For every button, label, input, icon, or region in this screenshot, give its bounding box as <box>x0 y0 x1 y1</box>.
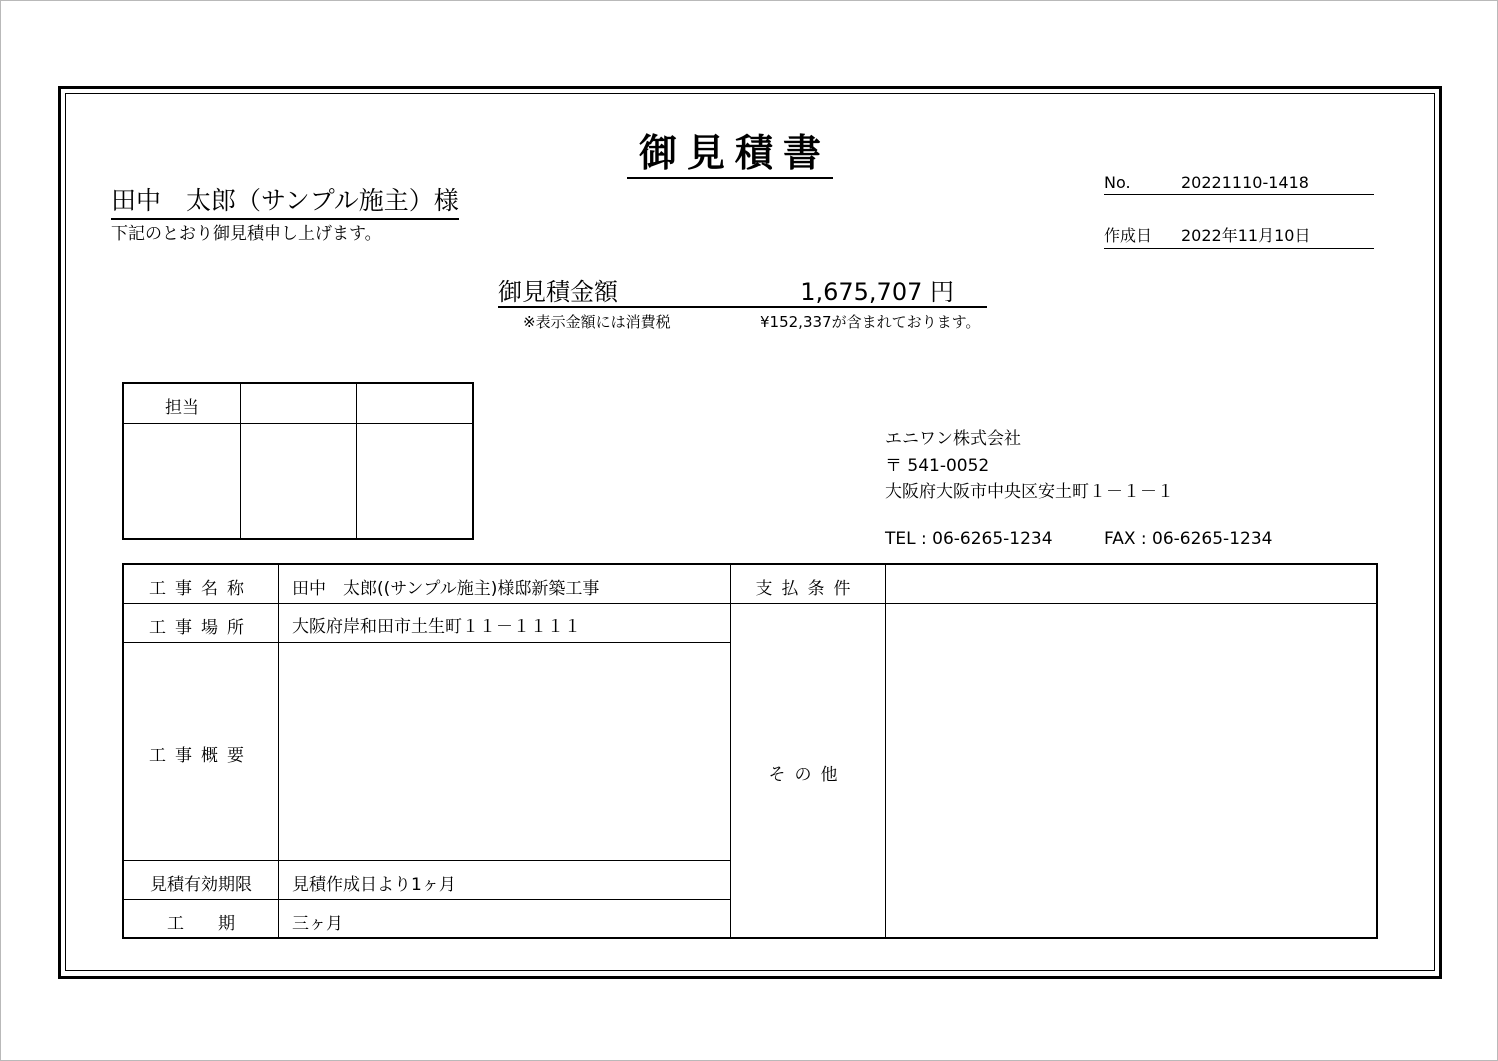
table-line <box>124 603 1376 604</box>
payment-terms-label: 支払条件 <box>755 579 860 599</box>
stamp-divider <box>240 384 241 538</box>
estimate-number-label: No. <box>1104 173 1131 192</box>
company-postal: 〒 541-0052 <box>885 456 990 476</box>
estimate-number-row <box>1104 173 1374 195</box>
company-tel: TEL : 06-6265-1234 <box>885 529 1053 549</box>
construction-summary-label: 工事概要 <box>149 746 253 766</box>
estimate-amount-value: 1,675,707 円 <box>800 278 954 306</box>
estimate-amount-label: 御見積金額 <box>498 278 618 306</box>
table-line <box>730 565 731 937</box>
table-line <box>278 565 279 937</box>
table-line <box>124 860 730 861</box>
created-date: 2022年11月10日 <box>1181 226 1311 245</box>
created-date-label: 作成日 <box>1104 226 1153 245</box>
construction-name: 田中 太郎((サンプル施主)様邸新築工事 <box>292 579 600 599</box>
construction-site: 大阪府岸和田市土生町１１－１１１１ <box>292 617 581 637</box>
construction-name-label: 工事名称 <box>149 579 253 599</box>
info-table <box>122 563 1378 939</box>
created-date-row <box>1104 223 1374 249</box>
construction-site-label: 工事場所 <box>149 618 253 638</box>
stamp-divider <box>356 384 357 538</box>
table-line <box>124 642 730 643</box>
estimate-amount <box>498 272 987 308</box>
company-fax: FAX : 06-6265-1234 <box>1104 529 1273 549</box>
stamp-label-tanto: 担当 <box>165 398 199 418</box>
stamp-box <box>122 382 474 540</box>
document-title: 御見積書 <box>0 122 1460 177</box>
stamp-divider <box>124 423 472 424</box>
table-line <box>124 899 730 900</box>
client-name: 田中 太郎（サンプル施主）様 <box>111 181 459 220</box>
table-line <box>885 565 886 937</box>
tax-note-left: ※表示金額には消費税 <box>523 313 671 331</box>
estimate-number: 20221110-1418 <box>1181 173 1309 192</box>
period-label: 工 期 <box>167 914 235 934</box>
company-address: 大阪府大阪市中央区安土町１－１－１ <box>885 482 1174 502</box>
intro-text: 下記のとおり御見積申し上げます。 <box>111 224 382 244</box>
other-label: その他 <box>768 765 847 785</box>
tax-note-right: ¥152,337が含まれております。 <box>760 313 981 331</box>
validity-label: 見積有効期限 <box>150 875 252 895</box>
company-name: エニワン株式会社 <box>885 429 1021 449</box>
validity: 見積作成日より1ヶ月 <box>292 875 456 895</box>
period: 三ヶ月 <box>292 914 343 934</box>
